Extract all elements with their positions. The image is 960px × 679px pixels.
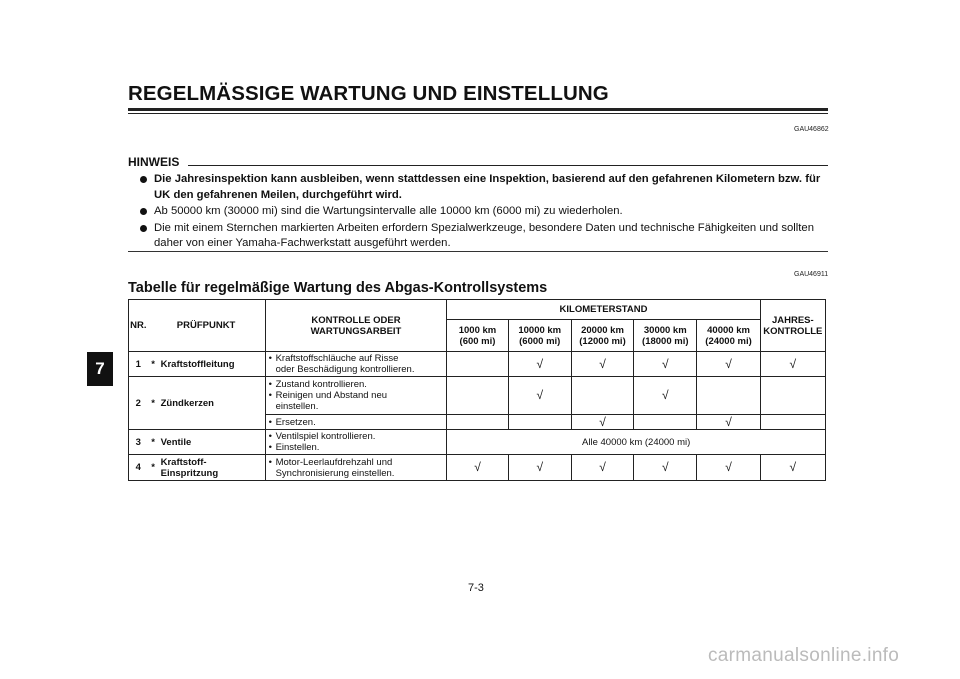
interval-km: 20000 km — [581, 324, 624, 336]
header-annual-line2: KONTROLLE — [763, 325, 823, 337]
item-line: Einspritzung — [160, 467, 219, 479]
bullet-icon — [140, 208, 147, 215]
notice-text: Die mit einem Sternchen markierten Arbeiten erfordern Spezialwerkzeuge, besondere Daten und technische Fähigkeiten und sollten daher von einer Yamaha-Fachwerkstatt ausgeführt werden. — [154, 221, 814, 249]
interval-mi: (6000 mi) — [519, 335, 561, 347]
check-cell — [697, 377, 760, 415]
row-nr: 1 — [129, 352, 148, 377]
check-cell: √ — [634, 455, 697, 481]
row-item — [159, 455, 265, 481]
check-cell: √ — [447, 455, 508, 481]
notice-item — [128, 172, 828, 203]
bullet-icon — [140, 176, 147, 183]
table-row — [129, 430, 826, 455]
chapter-tab: 7 — [87, 352, 113, 386]
row-task — [265, 415, 447, 430]
check-cell — [447, 352, 508, 377]
header-item-label: PRÜFPUNKT — [176, 320, 236, 331]
check-cell: √ — [634, 377, 697, 415]
header-item — [148, 300, 266, 352]
interval-km: 40000 km — [707, 324, 750, 336]
check-cell — [508, 415, 571, 430]
header-interval — [697, 320, 760, 352]
header-task — [265, 300, 447, 352]
table-row — [129, 455, 826, 481]
task-line: • Motor-Leerlaufdrehzahl und — [268, 457, 447, 468]
header-km-group: KILOMETERSTAND — [447, 300, 760, 320]
task-line: • Kraftstoffschläuche auf Risse — [268, 353, 447, 364]
header-nr: NR. — [129, 300, 148, 352]
check-cell: √ — [697, 352, 760, 377]
row-task — [265, 352, 447, 377]
task-line: • Reinigen und Abstand neu — [268, 390, 447, 401]
check-cell — [760, 377, 825, 415]
row-nr: 2 — [129, 377, 148, 430]
title-rule-thin — [128, 113, 828, 114]
check-cell — [634, 415, 697, 430]
check-cell: √ — [508, 352, 571, 377]
task-line: • Ventilspiel kontrollieren. — [268, 431, 447, 442]
interval-mi: (12000 mi) — [579, 335, 626, 347]
row-item: Ventile — [159, 430, 265, 455]
check-cell: √ — [571, 455, 633, 481]
check-cell: √ — [760, 455, 825, 481]
interval-km: 30000 km — [643, 324, 687, 336]
maintenance-table — [128, 299, 826, 481]
table-row — [129, 352, 826, 377]
interval-mi: (600 mi) — [459, 335, 496, 347]
page-number: 7-3 — [468, 582, 484, 594]
interval-mi: (24000 mi) — [705, 335, 752, 347]
header-interval — [447, 320, 508, 352]
header-interval — [508, 320, 571, 352]
table-row — [129, 377, 826, 415]
check-cell: √ — [697, 455, 760, 481]
notice-item — [128, 204, 828, 220]
bullet-icon — [140, 225, 147, 232]
task-line: oder Beschädigung kontrollieren. — [275, 364, 415, 375]
check-cell: √ — [697, 415, 760, 430]
row-task — [265, 430, 447, 455]
notice-rule — [188, 165, 828, 166]
row-nr: 3 — [129, 430, 148, 455]
header-task-line2: WARTUNGSARBEIT — [310, 325, 402, 337]
header-annual-line1: JAHRES- — [771, 314, 814, 326]
notice-text: Ab 50000 km (30000 mi) sind die Wartungsintervalle alle 10000 km (6000 mi) zu wiederholen. — [154, 205, 623, 217]
title-rule — [128, 108, 828, 111]
task-line: • Einstellen. — [268, 442, 447, 453]
row-nr: 4 — [129, 455, 148, 481]
header-interval — [571, 320, 633, 352]
notice-code: GAU46862 — [794, 126, 829, 133]
interval-span-cell: Alle 40000 km (24000 mi) — [447, 430, 826, 455]
notice-end-rule — [128, 251, 828, 252]
row-task — [265, 377, 447, 415]
header-interval — [634, 320, 697, 352]
star-mark: * — [148, 430, 159, 455]
check-cell — [447, 377, 508, 415]
section-title: Tabelle für regelmäßige Wartung des Abgas-Kontrollsystems — [128, 280, 548, 296]
notice-text: Die Jahresinspektion kann ausbleiben, wenn stattdessen eine Inspektion, basierend auf den gefahrenen Kilometern bzw. für UK den gefahrenen Meilen, durchgeführt wird. — [154, 173, 821, 201]
check-cell: √ — [508, 377, 571, 415]
page-title: REGELMÄSSIGE WARTUNG UND EINSTELLUNG — [128, 82, 609, 105]
section-code: GAU46911 — [794, 271, 829, 278]
task-line: einstellen. — [275, 401, 319, 412]
row-item: Kraftstoffleitung — [159, 352, 265, 377]
row-item: Zündkerzen — [159, 377, 265, 430]
check-cell — [760, 415, 825, 430]
header-annual — [760, 300, 825, 352]
item-line: Kraftstoff- — [160, 456, 207, 468]
task-line: Synchronisierung einstellen. — [275, 467, 395, 479]
interval-mi: (18000 mi) — [642, 335, 689, 347]
watermark: carmanualsonline.info — [708, 645, 900, 666]
interval-km: 10000 km — [518, 324, 562, 336]
row-task — [265, 455, 447, 481]
notice-item — [128, 221, 828, 252]
check-cell: √ — [508, 455, 571, 481]
check-cell — [447, 415, 508, 430]
check-cell: √ — [760, 352, 825, 377]
interval-km: 1000 km — [458, 324, 497, 336]
notice-heading: HINWEIS — [128, 155, 180, 169]
check-cell — [571, 377, 633, 415]
check-cell: √ — [571, 415, 633, 430]
notice-list — [128, 172, 828, 253]
task-line: • Ersetzen. — [268, 417, 447, 428]
star-mark: * — [148, 352, 159, 377]
check-cell: √ — [634, 352, 697, 377]
task-line: • Zustand kontrollieren. — [268, 379, 447, 390]
star-mark: * — [148, 377, 159, 430]
header-task-line1: KONTROLLE ODER — [311, 314, 401, 326]
star-mark: * — [148, 455, 159, 481]
check-cell: √ — [571, 352, 633, 377]
